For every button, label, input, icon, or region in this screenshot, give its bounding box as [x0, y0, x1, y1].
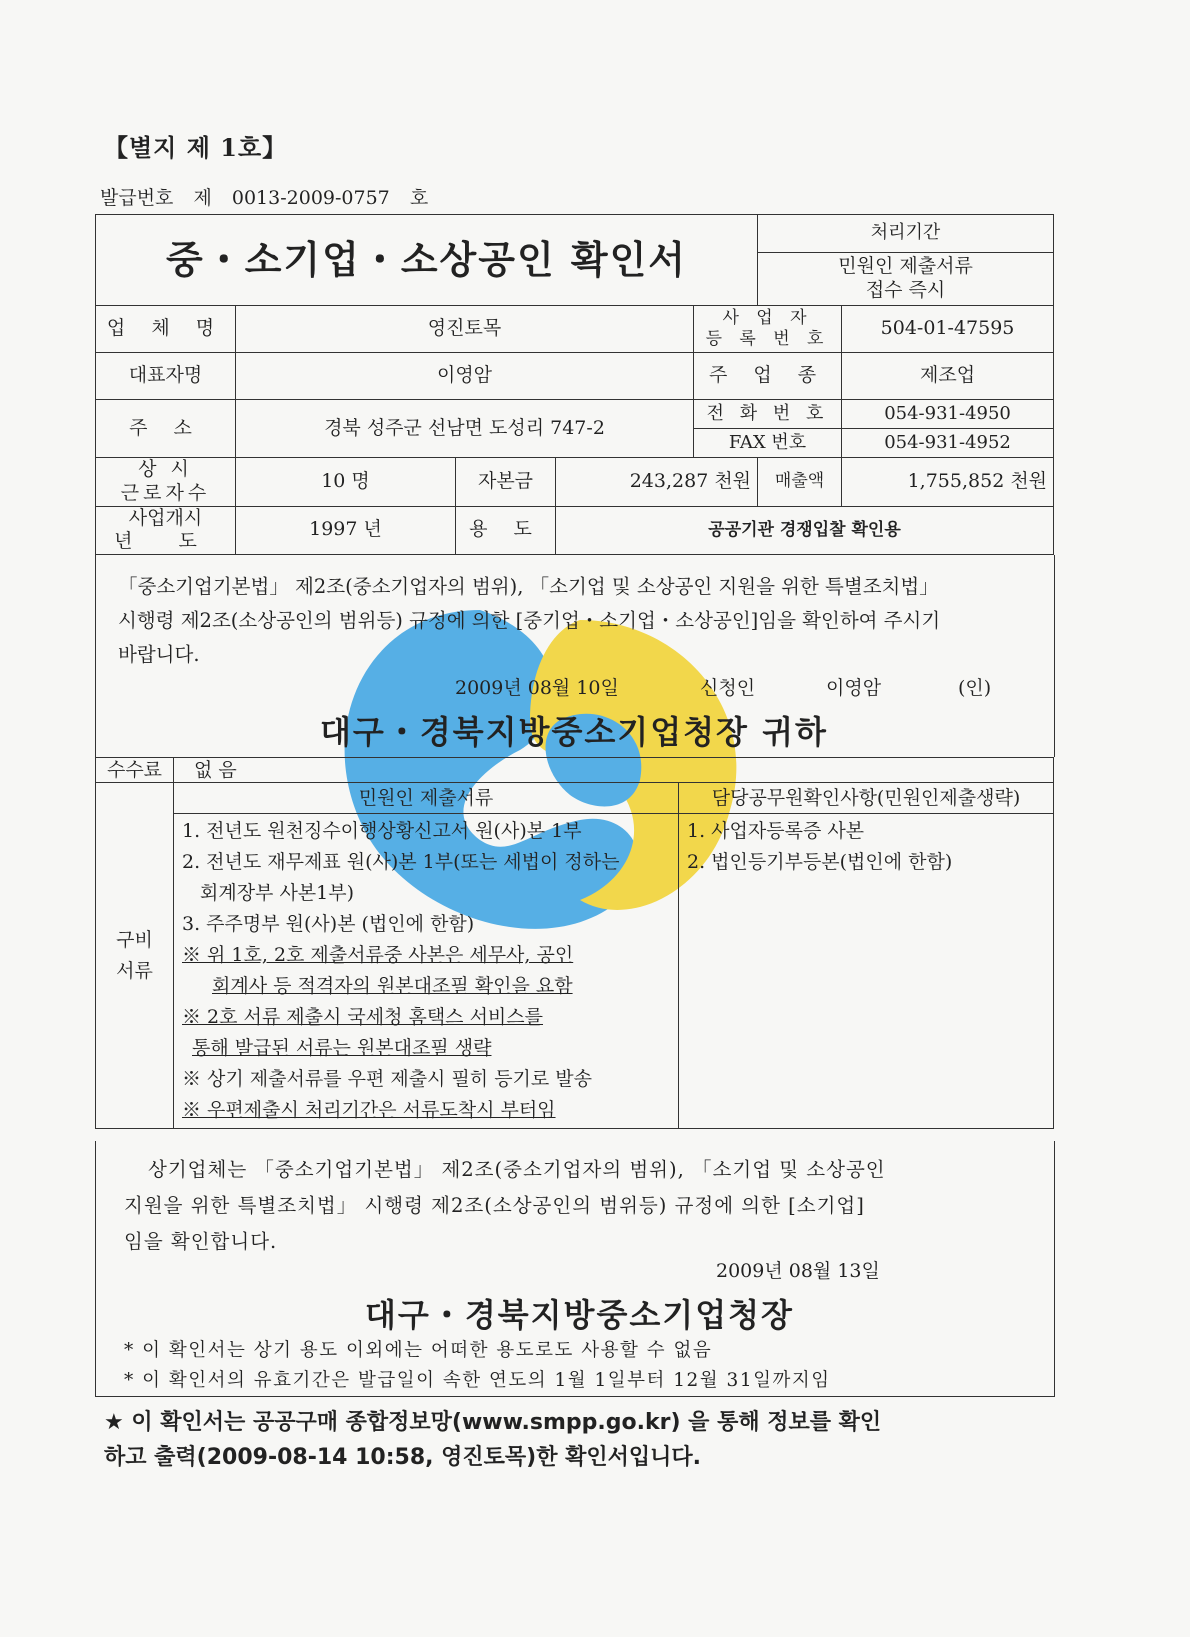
confirmation-statement: 상기업체는 「중소기업기본법」 제2조(중소기업자의 범위), 「소기업 및 소상공인 지원을 위한 특별조치법」 시행령 제2조(소상공인의 범위등) 규정에 의한 [소기업] 임을 확인합니다. — [124, 1158, 886, 1253]
form-number: 【별지 제 1호】 — [104, 133, 288, 162]
representative-name: 이영암 — [236, 353, 694, 400]
address-value: 경북 성주군 선남면 도성리 747-2 — [236, 400, 694, 458]
representative-label: 대표자명 — [96, 353, 236, 400]
applicant-docs-header: 민원인 제출서류 — [174, 783, 679, 814]
note-item: 회계사 등 적격자의 원본대조필 확인을 요함 — [212, 975, 573, 997]
footer-notice: ★ 이 확인서는 공공구매 종합정보망(www.smpp.go.kr) 을 통해 정보를 확인 하고 출력(2009-08-14 10:58, 영진토목)한 확인서입니다. — [104, 1410, 882, 1470]
issuing-agency: 대구・경북지방중소기업청장 — [365, 1296, 794, 1334]
list-item: 1. 사업자등록증 사본 — [687, 820, 865, 842]
start-year-label: 사업개시 년 도 — [96, 506, 236, 555]
issue-number: 0013-2009-0757 — [231, 187, 390, 209]
issue-label: 발급번호 — [100, 187, 174, 209]
list-item: 2. 전년도 재무제표 원(사)본 1부(또는 세법이 정하는 — [182, 851, 620, 873]
official-docs-list — [679, 814, 1054, 1129]
phone-label: 전 화 번 호 — [694, 400, 842, 429]
fee-value: 없 음 — [174, 758, 1054, 783]
issue-number-line — [100, 183, 442, 210]
sales-label: 매출액 — [758, 458, 842, 507]
issue-prefix: 제 — [193, 187, 212, 209]
document-title: 중・소기업・소상공인 확인서 — [96, 215, 758, 306]
purpose-label: 용 도 — [456, 506, 556, 555]
list-item: 회계장부 사본1부) — [200, 882, 355, 904]
start-year-value: 1997 년 — [236, 506, 456, 555]
biz-reg-number: 504-01-47595 — [842, 306, 1054, 353]
purpose-value: 공공기관 경쟁입찰 확인용 — [556, 506, 1054, 555]
workers-label: 상 시 근로자수 — [96, 458, 236, 507]
note-item: ※ 2호 서류 제출시 국세청 홈택스 서비스를 — [182, 1006, 543, 1028]
workers-value: 10 명 — [236, 458, 456, 507]
phone-value: 054-931-4950 — [842, 400, 1054, 429]
list-item: 2. 법인등기부등본(법인에 한함) — [687, 851, 953, 873]
confirmation-date: 2009년 08월 13일 — [716, 1260, 880, 1282]
list-item: 3. 주주명부 원(사)본 (법인에 한함) — [182, 913, 475, 935]
application-statement: 「중소기업기본법」 제2조(중소기업자의 범위), 「소기업 및 소상공인 지원을 위한 특별조치법」 시행령 제2조(소상공인의 범위등) 규정에 의한 [중기업・소기업・소상공인]임을 확인하여 주시기 바랍니다. — [118, 575, 941, 666]
sales-value: 1,755,852 천원 — [842, 458, 1054, 507]
company-name: 영진토목 — [236, 306, 694, 353]
seal-mark: (인) — [958, 677, 992, 699]
address-label: 주 소 — [96, 400, 236, 458]
addressee: 대구・경북지방중소기업청장 귀하 — [320, 713, 828, 751]
industry-value: 제조업 — [842, 353, 1054, 400]
company-name-label: 업 체 명 — [96, 306, 236, 353]
usage-notes: * 이 확인서는 상기 용도 이외에는 어떠한 용도로도 사용할 수 없음 * 이 확인서의 유효기간은 발급일이 속한 연도의 1월 1일부터 12월 31일까지임 — [124, 1340, 831, 1391]
application-date: 2009년 08월 10일 — [455, 677, 619, 699]
biz-reg-label: 사 업 자 등 록 번 호 — [694, 306, 842, 353]
processing-period-value: 민원인 제출서류 접수 즉시 — [758, 253, 1054, 306]
note-item: ※ 우편제출시 처리기간은 서류도착시 부터임 — [182, 1099, 556, 1121]
applicant-docs-list — [174, 814, 679, 1129]
note-item: ※ 위 1호, 2호 제출서류중 사본은 세무사, 공인 — [182, 944, 574, 966]
applicant-label: 신청인 — [700, 677, 756, 699]
capital-label: 자본금 — [456, 458, 556, 507]
company-info-table — [95, 214, 1054, 555]
list-item: 1. 전년도 원천징수이행상황신고서 원(사)본 1부 — [182, 820, 582, 842]
required-documents-table — [95, 757, 1054, 1129]
industry-label: 주 업 종 — [694, 353, 842, 400]
issue-suffix: 호 — [409, 187, 429, 209]
note-item: 통해 발급된 서류는 원본대조필 생략 — [192, 1037, 492, 1059]
fax-value: 054-931-4952 — [842, 429, 1054, 458]
applicant-name: 이영암 — [826, 677, 882, 699]
processing-period-label: 처리기간 — [758, 215, 1054, 253]
fax-label: FAX 번호 — [694, 429, 842, 458]
note-item: ※ 상기 제출서류를 우편 제출시 필히 등기로 발송 — [182, 1068, 593, 1090]
official-docs-header: 담당공무원확인사항(민원인제출생략) — [679, 783, 1054, 814]
fee-label: 수수료 — [96, 758, 174, 783]
capital-value: 243,287 천원 — [556, 458, 758, 507]
documents-label: 구비 서류 — [96, 783, 174, 1129]
